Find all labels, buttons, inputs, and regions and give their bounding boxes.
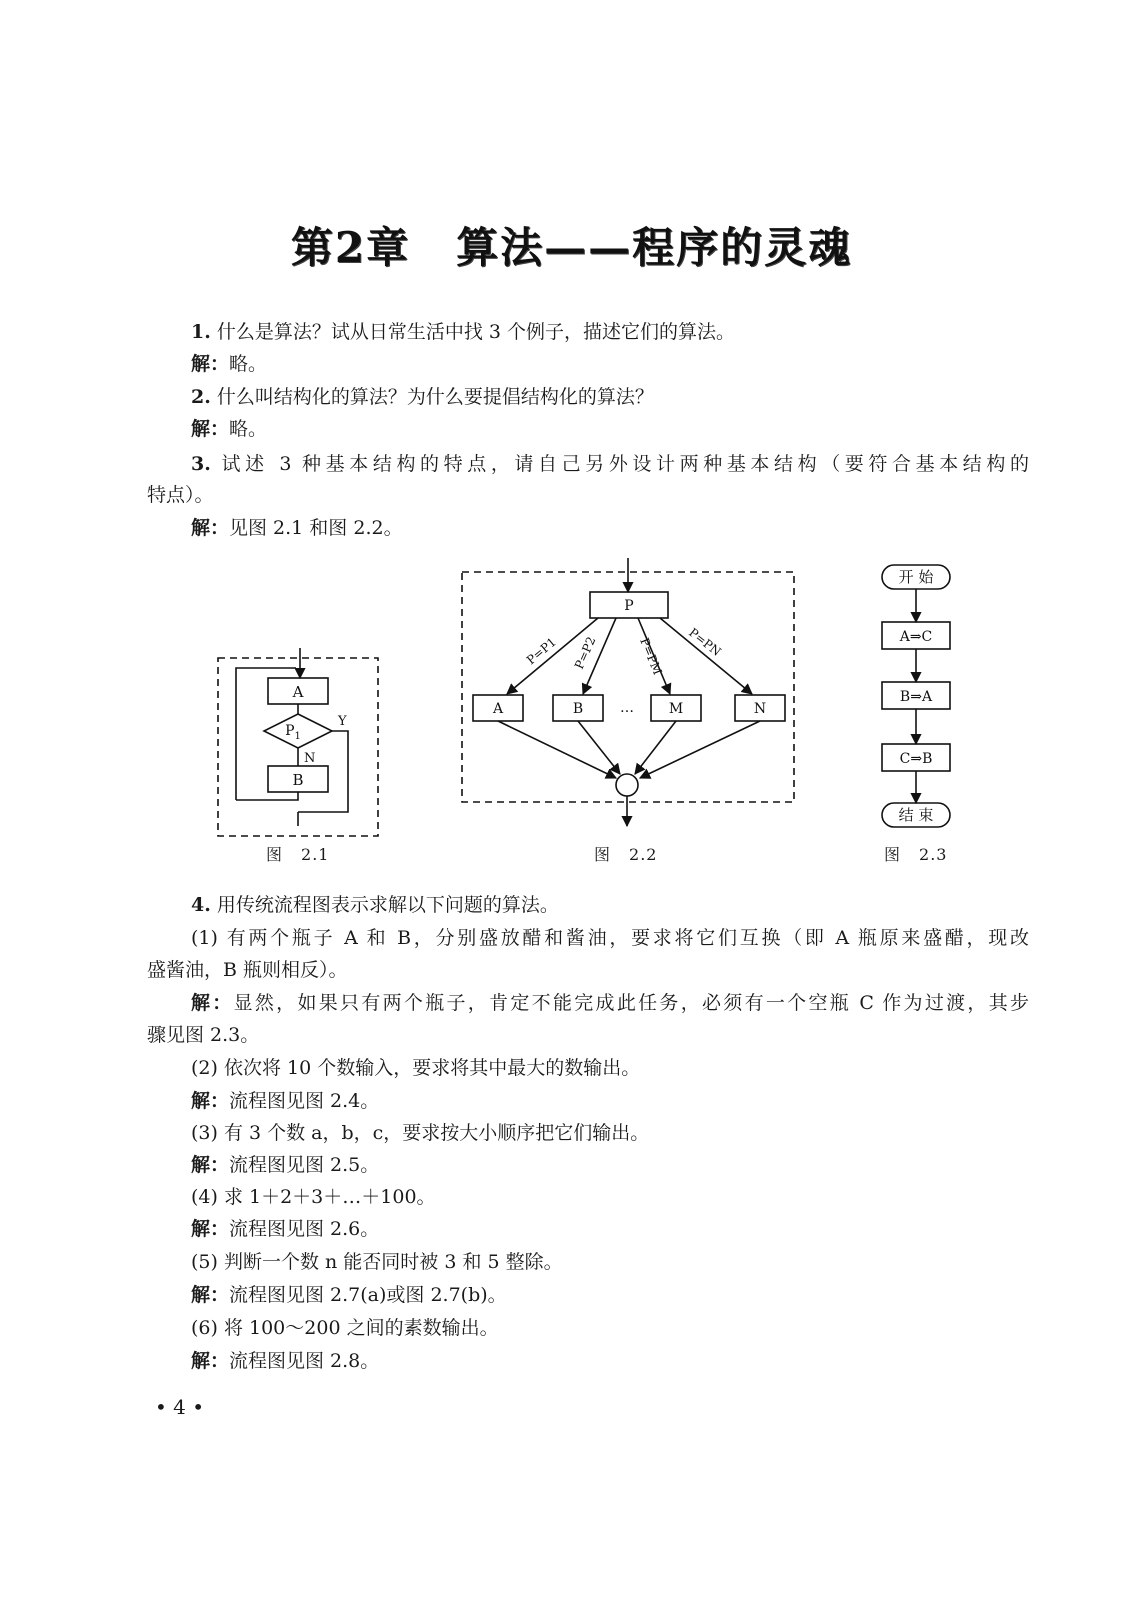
part-number: (1) — [191, 927, 218, 949]
part-6 — [191, 1316, 499, 1340]
solution-1-line-2: 骤见图 2.3。 — [147, 1024, 260, 1046]
solution-1-line-1 — [191, 991, 1029, 1015]
part-4 — [191, 1185, 436, 1209]
answer-label: 解： — [191, 1218, 230, 1240]
yes-label: Y — [338, 714, 347, 729]
step-1-label: A⇒C — [899, 629, 933, 645]
merge-node — [616, 774, 638, 796]
end-label: 结 束 — [898, 806, 934, 824]
answer-label: 解： — [191, 418, 230, 440]
answer-text: 流程图见图 2.5。 — [229, 1154, 380, 1176]
answer-label: 解： — [191, 1350, 230, 1372]
solution-6 — [191, 1349, 379, 1373]
figure-2-3-caption: 图 2.3 — [884, 845, 948, 864]
answer-text: 流程图见图 2.6。 — [229, 1218, 380, 1240]
question-number: 3. — [191, 453, 211, 475]
part-1-line-1 — [191, 926, 1029, 950]
edge-label-p2: P=P2 — [571, 634, 599, 672]
question-number: 2. — [191, 386, 211, 408]
figure-2-1-caption: 图 2.1 — [266, 845, 330, 864]
box-b-label: B — [292, 771, 304, 789]
branch-b-label: B — [572, 701, 584, 717]
question-number: 4. — [191, 894, 211, 916]
part-number: (3) — [191, 1122, 218, 1144]
branch-m-label: M — [668, 701, 684, 717]
answer-label: 解： — [191, 353, 230, 375]
part-number: (5) — [191, 1251, 218, 1273]
step-3-label: C⇒B — [899, 751, 933, 767]
branch-a-label: A — [492, 701, 504, 717]
condition-label: $P_1$ — [285, 723, 301, 742]
branch-n-label: N — [753, 701, 767, 717]
solution-5 — [191, 1283, 507, 1307]
question-3-line-2: 特点）。 — [147, 484, 214, 506]
part-text: 有两个瓶子 A 和 B，分别盛放醋和酱油，要求将它们互换（即 A 瓶原来盛醋，现改 — [226, 927, 1030, 949]
answer-label: 解： — [191, 1090, 230, 1112]
answer-label: 解： — [191, 1284, 230, 1306]
solution-2 — [191, 1089, 379, 1113]
no-label: N — [304, 751, 316, 766]
answer-label: 解： — [191, 517, 230, 539]
answer-text: 略。 — [229, 353, 268, 375]
part-text: 将 100～200 之间的素数输出。 — [223, 1317, 499, 1339]
part-text: 判断一个数 n 能否同时被 3 和 5 整除。 — [223, 1251, 563, 1273]
part-number: (6) — [191, 1317, 218, 1339]
box-p-label: P — [624, 598, 634, 614]
answer-label: 解： — [191, 992, 234, 1014]
part-text: 有 3 个数 a，b，c，要求按大小顺序把它们输出。 — [223, 1122, 650, 1144]
part-5 — [191, 1250, 563, 1274]
part-number: (4) — [191, 1186, 218, 1208]
part-3 — [191, 1121, 649, 1145]
edge-label-pm: P=PM — [637, 635, 665, 677]
start-label: 开 始 — [898, 568, 934, 586]
question-text: 什么是算法？试从日常生活中找 3 个例子，描述它们的算法。 — [216, 321, 736, 343]
answer-text: 见图 2.1 和图 2.2。 — [229, 517, 403, 539]
answer-text: 显然，如果只有两个瓶子，肯定不能完成此任务，必须有一个空瓶 C 作为过渡，其步 — [233, 992, 1029, 1014]
part-number: (2) — [191, 1057, 218, 1079]
answer-text: 略。 — [229, 418, 268, 440]
solution-3 — [191, 1153, 379, 1177]
answer-text: 流程图见图 2.7(a)或图 2.7(b)。 — [229, 1284, 507, 1306]
question-text: 试述 3 种基本结构的特点，请自己另外设计两种基本结构（要符合基本结构的 — [221, 453, 1029, 475]
figure-2-1 — [218, 648, 378, 836]
question-number: 1. — [191, 321, 211, 343]
part-1-line-2: 盛酱油，B 瓶则相反）。 — [147, 959, 348, 981]
step-2-label: B⇒A — [899, 689, 933, 705]
answer-label: 解： — [191, 1154, 230, 1176]
question-text: 什么叫结构化的算法？为什么要提倡结构化的算法？ — [216, 386, 654, 408]
chapter-label: 第2章 — [290, 223, 411, 272]
question-text: 用传统流程图表示求解以下问题的算法。 — [216, 894, 559, 916]
part-text: 依次将 10 个数输入，要求将其中最大的数输出。 — [223, 1057, 641, 1079]
figure-2-2-caption: 图 2.2 — [594, 845, 658, 864]
answer-text: 流程图见图 2.4。 — [229, 1090, 380, 1112]
question-4 — [191, 893, 559, 917]
chapter-name: 算法——程序的灵魂 — [456, 223, 853, 272]
edge-label-p1: P=P1 — [523, 634, 559, 668]
edge-label-pn: P=PN — [686, 625, 724, 659]
solution-4 — [191, 1217, 379, 1241]
branch-ellipsis: … — [620, 700, 634, 716]
box-a-label: A — [292, 683, 304, 701]
answer-text: 流程图见图 2.8。 — [229, 1350, 380, 1372]
page-number: • 4 • — [155, 1395, 205, 1419]
part-text: 求 1＋2＋3＋…＋100。 — [223, 1186, 436, 1208]
part-2 — [191, 1056, 640, 1080]
